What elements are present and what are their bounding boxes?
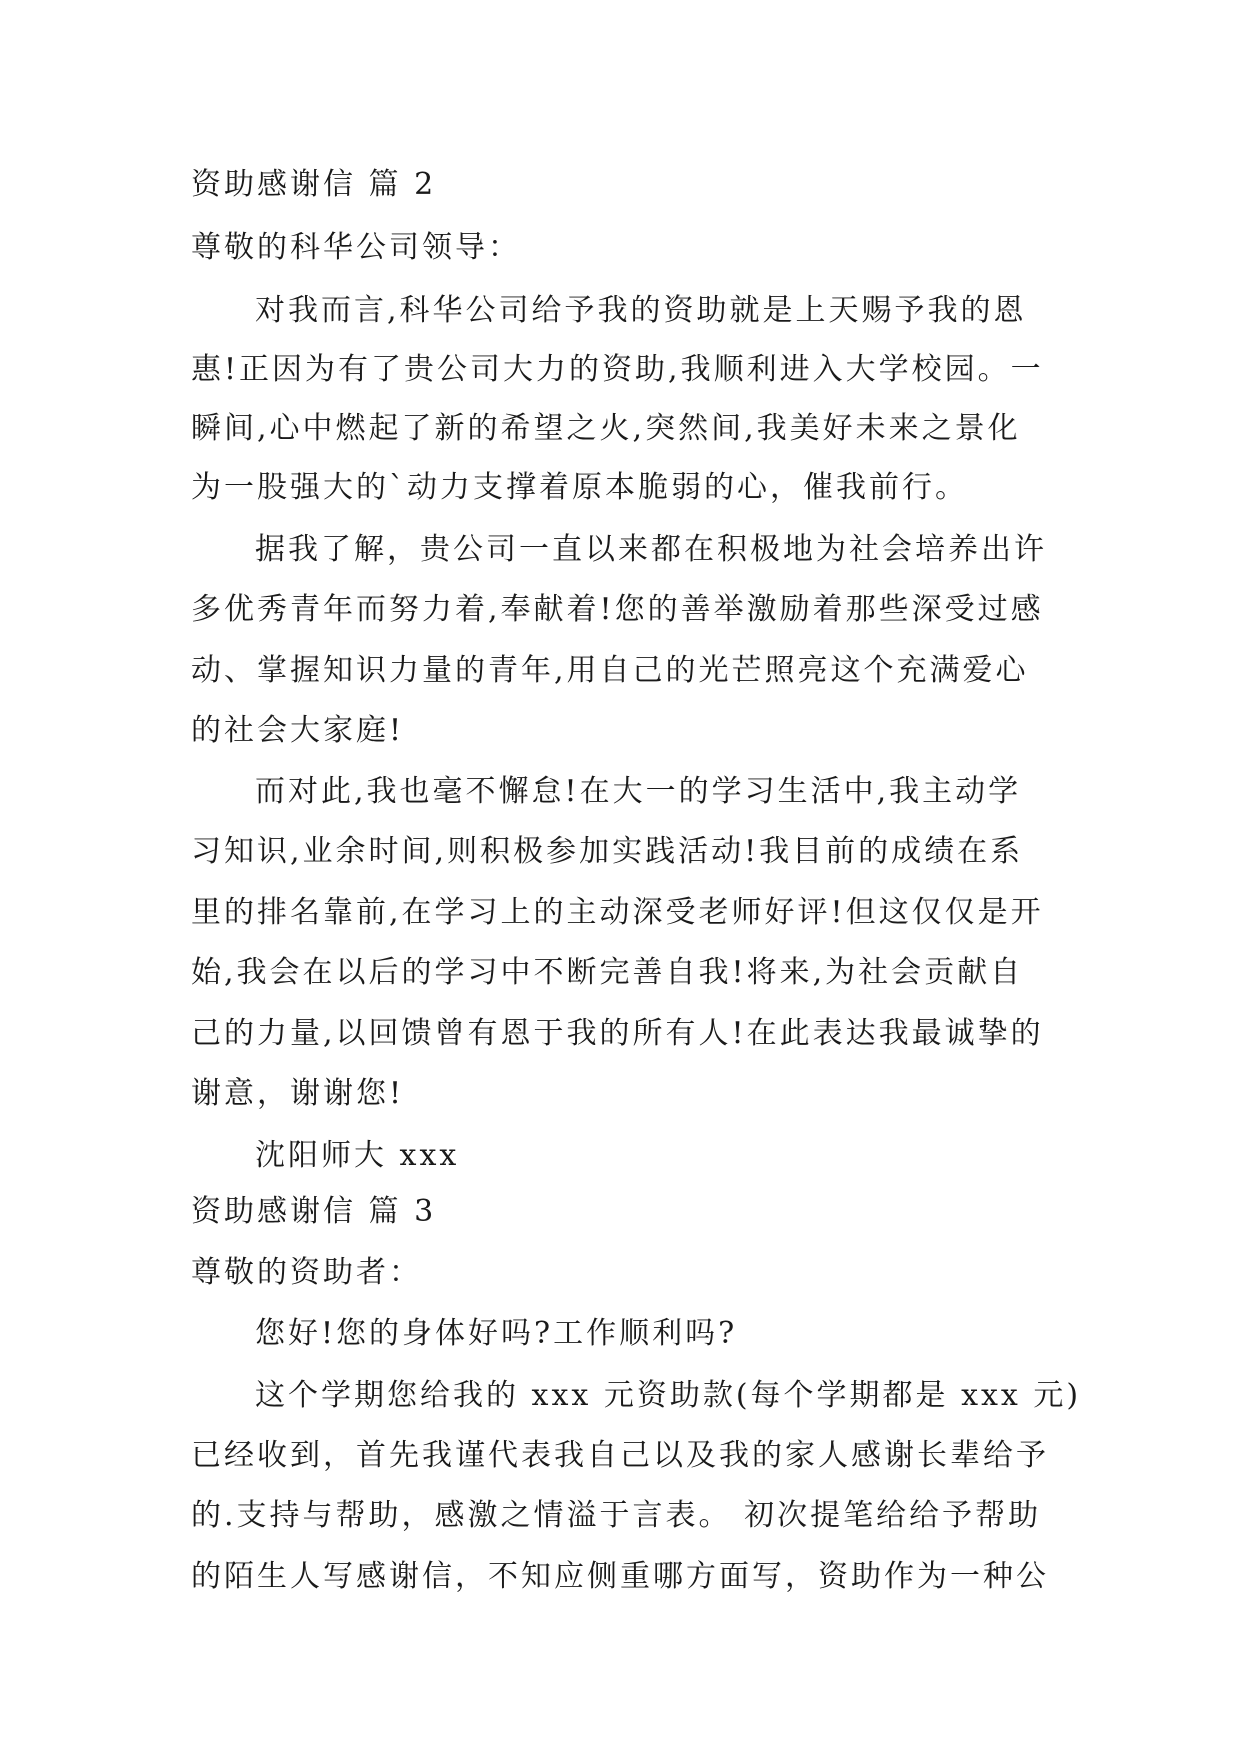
paragraph-line: 的陌生人写感谢信，不知应侧重哪方面写，资助作为一种公 bbox=[191, 1559, 1049, 1594]
signature: 沈阳师大 xxx bbox=[255, 1138, 460, 1173]
paragraph-line: 己的力量,以回馈曾有恩于我的所有人!在此表达我最诚挚的 bbox=[191, 1016, 1044, 1051]
paragraph-line: 始,我会在以后的学习中不断完善自我!将来,为社会贡献自 bbox=[191, 955, 1024, 990]
paragraph-line: 里的排名靠前,在学习上的主动深受老师好评!但这仅仅是开 bbox=[191, 895, 1044, 930]
salutation: 尊敬的资助者： bbox=[191, 1255, 422, 1290]
paragraph-line: 据我了解，贵公司一直以来都在积极地为社会培养出许 bbox=[255, 532, 1047, 567]
salutation: 尊敬的科华公司领导： bbox=[191, 230, 521, 265]
paragraph-line: 多优秀青年而努力着,奉献着!您的善举激励着那些深受过感 bbox=[191, 592, 1044, 627]
paragraph-line: 这个学期您给我的 xxx 元资助款(每个学期都是 xxx 元) bbox=[255, 1378, 1082, 1413]
section-title: 资助感谢信 篇 2 bbox=[191, 167, 437, 202]
paragraph-line: 的.支持与帮助，感激之情溢于言表。 初次提笔给给予帮助 bbox=[191, 1498, 1042, 1533]
paragraph-line: 您好!您的身体好吗?工作顺利吗? bbox=[255, 1316, 738, 1351]
paragraph-line: 已经收到，首先我谨代表我自己以及我的家人感谢长辈给予 bbox=[191, 1438, 1049, 1473]
paragraph-line: 瞬间,心中燃起了新的希望之火,突然间,我美好未来之景化 bbox=[191, 411, 1021, 446]
paragraph-line: 而对此,我也毫不懈怠!在大一的学习生活中,我主动学 bbox=[255, 774, 1022, 809]
paragraph-line: 动、掌握知识力量的青年,用自己的光芒照亮这个充满爱心 bbox=[191, 653, 1029, 688]
paragraph-line: 惠!正因为有了贵公司大力的资助,我顺利进入大学校园。一 bbox=[191, 352, 1044, 387]
paragraph-line: 的社会大家庭! bbox=[191, 713, 405, 748]
paragraph-line: 为一股强大的`动力支撑着原本脆弱的心，催我前行。 bbox=[191, 470, 968, 505]
section-title: 资助感谢信 篇 3 bbox=[191, 1194, 437, 1229]
paragraph-line: 对我而言,科华公司给予我的资助就是上天赐予我的恩 bbox=[255, 293, 1027, 328]
paragraph-line: 习知识,业余时间,则积极参加实践活动!我目前的成绩在系 bbox=[191, 834, 1024, 869]
paragraph-line: 谢意，谢谢您! bbox=[191, 1076, 405, 1111]
